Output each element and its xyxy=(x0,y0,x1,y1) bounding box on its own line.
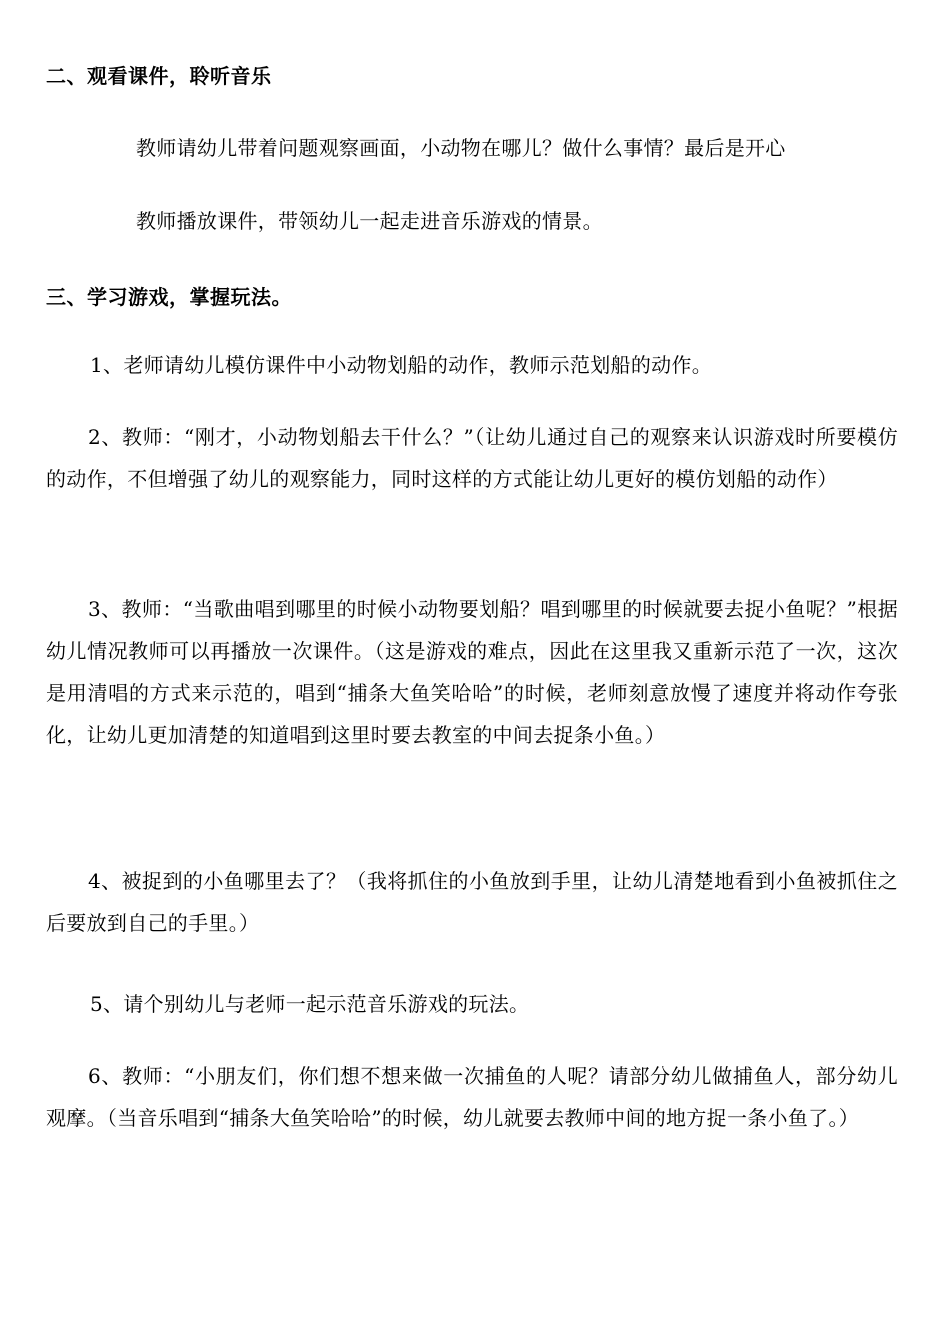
list-item-4: 4、被捉到的小鱼哪里去了？（我将抓住的小鱼放到手里，让幼儿清楚地看到小鱼被抓住之后要放到自己的手里。） xyxy=(46,869,898,935)
section-heading-3: 三、学习游戏，掌握玩法。 xyxy=(46,285,292,309)
paragraph-play-courseware: 教师播放课件，带领幼儿一起走进音乐游戏的情景。 xyxy=(136,209,603,233)
list-item-3: 3、教师：“当歌曲唱到哪里的时候小动物要划船？唱到哪里的时候就要去捉小鱼呢？”根据幼儿情况教师可以再播放一次课件。（这是游戏的难点，因此在这里我又重新示范了一次，这次是用清唱的方式来示范的，唱到“捕条大鱼笑哈哈”的时候，老师刻意放慢了速度并将动作夸张化，让幼儿更加清楚的知道唱到这里时要去教室的中间去捉条小鱼。） xyxy=(46,597,898,747)
list-item-2: 2、教师：“刚才，小动物划船去干什么？”（让幼儿通过自己的观察来认识游戏时所要模仿的动作，不但增强了幼儿的观察能力，同时这样的方式能让幼儿更好的模仿划船的动作） xyxy=(46,425,898,491)
list-item-5: 5、请个别幼儿与老师一起示范音乐游戏的玩法。 xyxy=(90,992,530,1016)
paragraph-observe-question: 教师请幼儿带着问题观察画面，小动物在哪儿？做什么事情？最后是开心 xyxy=(136,136,786,160)
list-item-1: 1、老师请幼儿模仿课件中小动物划船的动作，教师示范划船的动作。 xyxy=(90,353,713,377)
list-item-6: 6、教师：“小朋友们，你们想不想来做一次捕鱼的人呢？请部分幼儿做捕鱼人，部分幼儿观摩。（当音乐唱到“捕条大鱼笑哈哈”的时候，幼儿就要去教师中间的地方捉一条小鱼了。） xyxy=(46,1064,898,1130)
section-heading-2: 二、观看课件，聆听音乐 xyxy=(46,64,272,88)
